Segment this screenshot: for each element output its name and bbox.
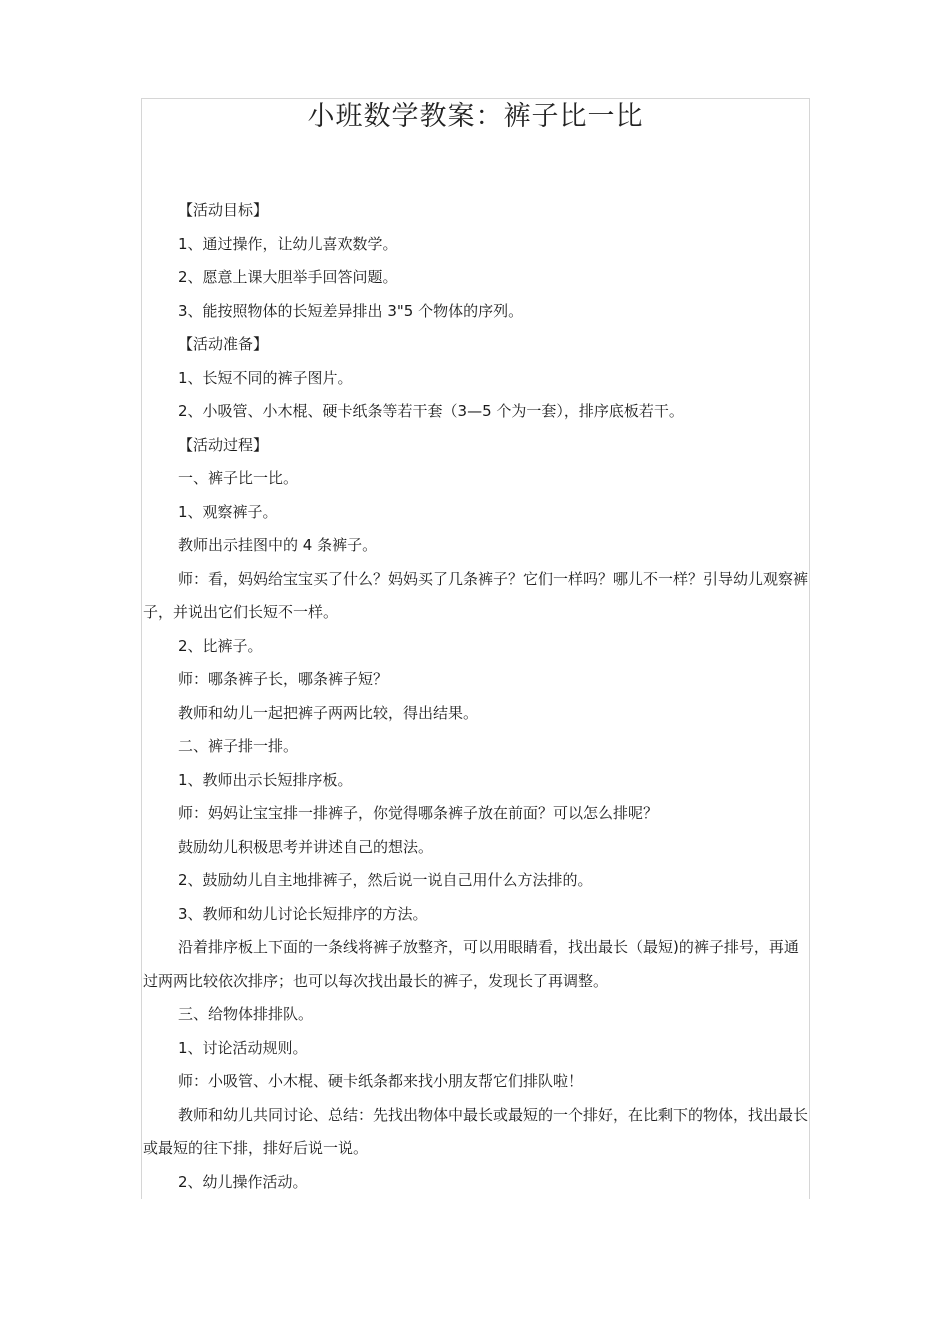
paragraph: 教师出示挂图中的 4 条裤子。 — [178, 536, 378, 554]
paragraph: 2、幼儿操作活动。 — [178, 1172, 308, 1191]
paragraph: 教师和幼儿共同讨论、总结：先找出物体中最长或最短的一个排好，在比剩下的物体，找出最长或最短的往下排，排好后说一说。 — [143, 1105, 809, 1157]
paragraph: 一、裤子比一比。 — [178, 469, 299, 487]
paragraph: 2、愿意上课大胆举手回答问题。 — [178, 268, 398, 286]
paragraph: 2、鼓励幼儿自主地排裤子，然后说一说自己用什么方法排的。 — [178, 871, 593, 889]
paragraph: 1、通过操作，让幼儿喜欢数学。 — [178, 234, 398, 253]
document-body — [143, 194, 809, 1199]
paragraph: 师：妈妈让宝宝排一排裤子，你觉得哪条裤子放在前面？可以怎么排呢？ — [178, 804, 659, 822]
section-heading-goals: 【活动目标】 — [178, 201, 269, 219]
paragraph: 师：看，妈妈给宝宝买了什么？妈妈买了几条裤子？它们一样吗？哪儿不一样？引导幼儿观察裤子，并说出它们长短不一样。 — [143, 569, 809, 621]
paragraph: 师：小吸管、小木棍、硬卡纸条都来找小朋友帮它们排队啦！ — [178, 1072, 584, 1090]
document-title: 小班数学教案：裤子比一比 — [307, 101, 644, 132]
section-heading-preparation: 【活动准备】 — [178, 335, 269, 353]
section-heading-process: 【活动过程】 — [178, 435, 269, 454]
paragraph: 鼓励幼儿积极思考并讲述自己的想法。 — [178, 837, 434, 856]
paragraph: 1、观察裤子。 — [178, 502, 278, 521]
paragraph: 1、教师出示长短排序板。 — [178, 770, 353, 789]
paragraph: 3、能按照物体的长短差异排出 3"5 个物体的序列。 — [178, 301, 524, 320]
paragraph: 二、裤子排一排。 — [178, 737, 299, 755]
paragraph: 师：哪条裤子长，哪条裤子短？ — [178, 670, 389, 688]
paragraph: 1、长短不同的裤子图片。 — [178, 368, 353, 387]
paragraph: 1、讨论活动规则。 — [178, 1038, 308, 1057]
paragraph: 沿着排序板上下面的一条线将裤子放整齐，可以用眼睛看，找出最长（最短)的裤子排号，再通过两两比较依次排序；也可以每次找出最长的裤子，发现长了再调整。 — [143, 938, 799, 990]
paragraph: 教师和幼儿一起把裤子两两比较，得出结果。 — [178, 703, 479, 722]
paragraph: 2、小吸管、小木棍、硬卡纸条等若干套（3—5 个为一套），排序底板若干。 — [178, 402, 684, 420]
paragraph: 3、教师和幼儿讨论长短排序的方法。 — [178, 904, 428, 923]
paragraph: 2、比裤子。 — [178, 636, 263, 655]
paragraph: 三、给物体排排队。 — [178, 1005, 314, 1023]
